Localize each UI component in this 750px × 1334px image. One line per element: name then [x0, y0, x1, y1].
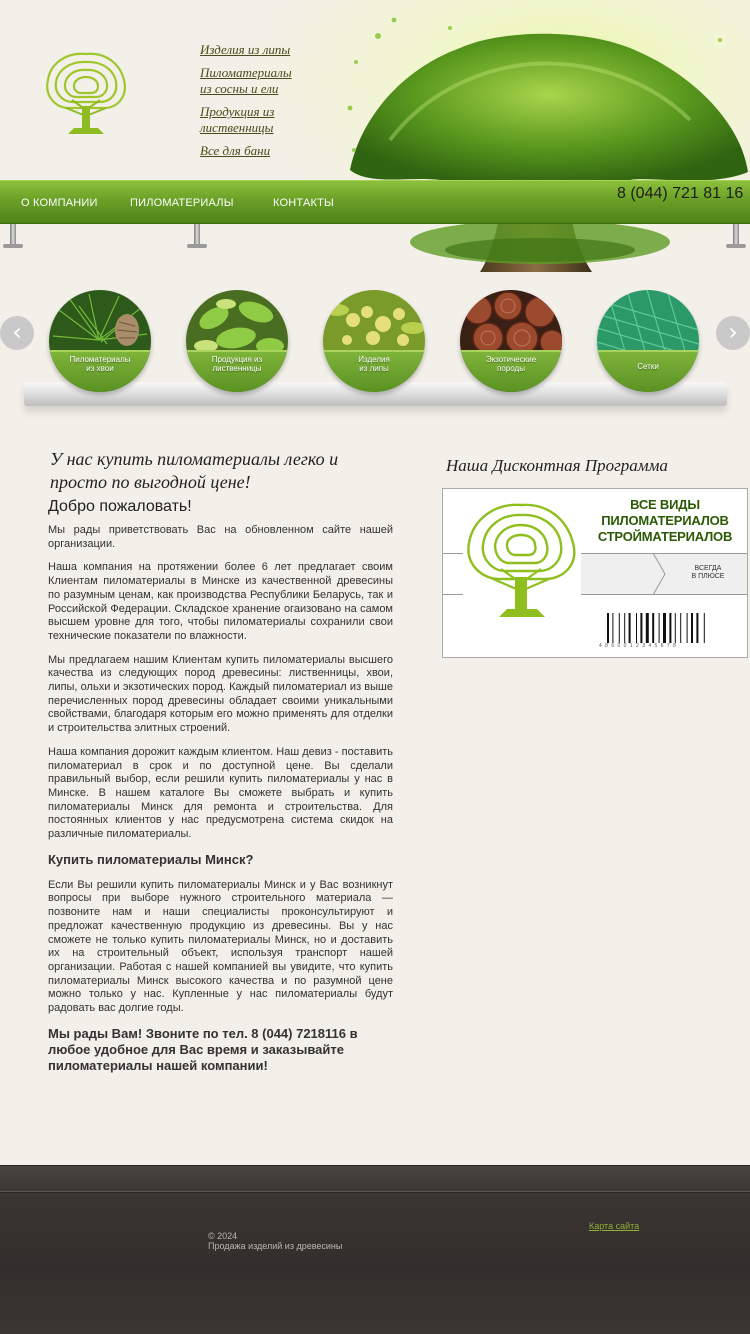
footer-tagline: Продажа изделий из древесины: [208, 1241, 343, 1251]
footer: [0, 1165, 750, 1334]
barcode-bar: [680, 613, 681, 643]
top-link-pine[interactable]: Пиломатериалы из сосны и ели: [200, 65, 292, 96]
barcode-bar: [675, 613, 676, 643]
barcode-bar: [646, 613, 649, 643]
arrow-chevron-icon: [653, 553, 673, 595]
nav-post-foot: [3, 244, 23, 248]
call-to-action: Мы рады Вам! Звоните по тел. 8 (044) 7218116 в любое удобное для Вас время и заказывайте пиломатериалы нашей компании!: [48, 1025, 358, 1073]
logo-tree-icon[interactable]: [38, 46, 134, 144]
page-title: Добро пожаловать!: [48, 498, 192, 515]
paragraph: Мы рады приветствовать Вас на обновленном сайте нашей организации.: [48, 524, 393, 550]
footer-divider: [0, 1191, 750, 1193]
copyright: [208, 1231, 342, 1251]
top-links: [200, 42, 330, 166]
category-label: Пиломатериалы из хвои: [69, 355, 131, 373]
category-label: Экзотические породы: [485, 355, 537, 373]
page-slogan: У нас купить пиломатериалы легко и просто по выгодной цене!: [50, 449, 339, 492]
paragraph: Мы предлагаем нашим Клиентам купить пиломатериалы высшего качества из следующих пород древесины: лиственницы, хвои, липы, ольхи и экзотических пород. Каждый пиломатериал из выше перечисленных пород древесины обладает своими уникальными свойствами, благодаря которым его можно применять для отделки и строительства элитных строений.: [48, 653, 393, 735]
barcode-bar: [691, 613, 693, 643]
phone-number: 8 (044) 721 81 16: [617, 185, 744, 202]
nav-post: [10, 224, 16, 246]
chevron-left-icon[interactable]: ‹: [0, 316, 34, 350]
barcode-bar: [663, 613, 666, 643]
top-link-sauna[interactable]: Все для бани: [200, 143, 271, 158]
nav-item-lumber[interactable]: ПИЛОМАТЕРИАЛЫ: [130, 197, 234, 209]
nav-item-company[interactable]: О КОМПАНИИ: [21, 197, 98, 209]
category-nets[interactable]: [597, 290, 699, 392]
tree-illustration: [330, 0, 750, 272]
top-link-linden[interactable]: Изделия из липы: [200, 42, 291, 57]
barcode-bar: [687, 613, 688, 643]
category-label: Продукция из лиственницы: [211, 355, 263, 373]
sitemap-link[interactable]: Карта сайта: [589, 1221, 640, 1231]
category-larch[interactable]: [186, 290, 288, 392]
nav-post: [194, 224, 200, 246]
nav-post-foot: [187, 244, 207, 248]
header: [0, 0, 750, 280]
nav-post: [733, 224, 739, 246]
nav-post-foot: [726, 244, 746, 248]
copyright-year: © 2024: [208, 1231, 238, 1241]
barcode-bar: [619, 613, 620, 643]
barcode-bar: [636, 613, 637, 643]
barcode-bar: [624, 613, 625, 643]
barcode-bar: [652, 613, 654, 643]
paragraph: Наша компания на протяжении более 6 лет предлагает своим Клиентам пиломатериалы в Минске из качественной древесины по разумным ценам, как производства Республики Беларусь, так и Российской Федерации. Складское хранение огаизовано на самом высшем уровне для того, чтобы пиломатериалы сохранили свои технические показатели по влажности.: [48, 561, 393, 642]
barcode-bar: [659, 613, 660, 643]
barcode-bar: [612, 613, 613, 643]
barcode-bar: [696, 613, 698, 643]
card-slogan: ВСЕ ВИДЫ ПИЛОМАТЕРИАЛОВ СТРОЙМАТЕРИАЛОВ: [597, 497, 733, 544]
barcode-bar: [640, 613, 642, 643]
discount-title: Наша Дисконтная Программа: [446, 456, 668, 475]
nav-item-contacts[interactable]: КОНТАКТЫ: [273, 197, 334, 209]
card-logo-tree-icon: [459, 497, 585, 629]
category-conifer[interactable]: [49, 290, 151, 392]
category-band: [597, 350, 699, 392]
card-always-plus: ВСЕГДА В ПЛЮСЕ: [691, 565, 725, 580]
chevron-right-icon[interactable]: ›: [716, 316, 750, 350]
barcode-bar: [669, 613, 671, 643]
barcode-bar: [629, 613, 631, 643]
sidebar: [442, 456, 748, 658]
category-exotic[interactable]: [460, 290, 562, 392]
top-link-larch[interactable]: Продукция из лиственницы: [200, 104, 275, 135]
discount-card[interactable]: [442, 488, 748, 658]
category-linden[interactable]: [323, 290, 425, 392]
paragraph: Наша компания дорожит каждым клиентом. Наш девиз - поставить пиломатериал в срок и по доступной цене. Вы сделали правильный выбор, если решили купить пиломатериалы у нас в Минске. В нашем каталоге Вы сможете выбрать и купить пиломатериалы Минск для ремонта и строительства. Для постоянных клиентов у нас предусмотрена система скидок на различные пиломатериалы.: [48, 745, 393, 841]
barcode-digits: 4 8 6 0 0 1 2 3 4 5 6 7 8: [599, 643, 677, 649]
barcode-bar: [704, 613, 705, 643]
main-content: [48, 448, 393, 1074]
paragraph: Если Вы решили купить пиломатериалы Минск и у Вас возникнут вопросы при выборе нужного строительного материала — позвоните нам и наши специалисты проконсультируют и предложат качественную продукцию из древесины. Вы у нас сможете не только купить пиломатериалы Минск, но и доставить их на строительный объект, используя транспорт нашей организации. Работая с нашей компанией вы увидите, что купить пиломатериалы Минск высокого качества и по разумной цене можно только у нас. Купленные у нас пиломатериалы будут радовать вас долгие годы.: [48, 878, 393, 1015]
barcode-bar: [607, 613, 609, 643]
category-carousel: [0, 282, 750, 417]
section-heading: Купить пиломатериалы Минск?: [48, 851, 254, 867]
category-label: Изделия из липы: [358, 355, 390, 373]
category-label: Сетки: [637, 362, 659, 371]
